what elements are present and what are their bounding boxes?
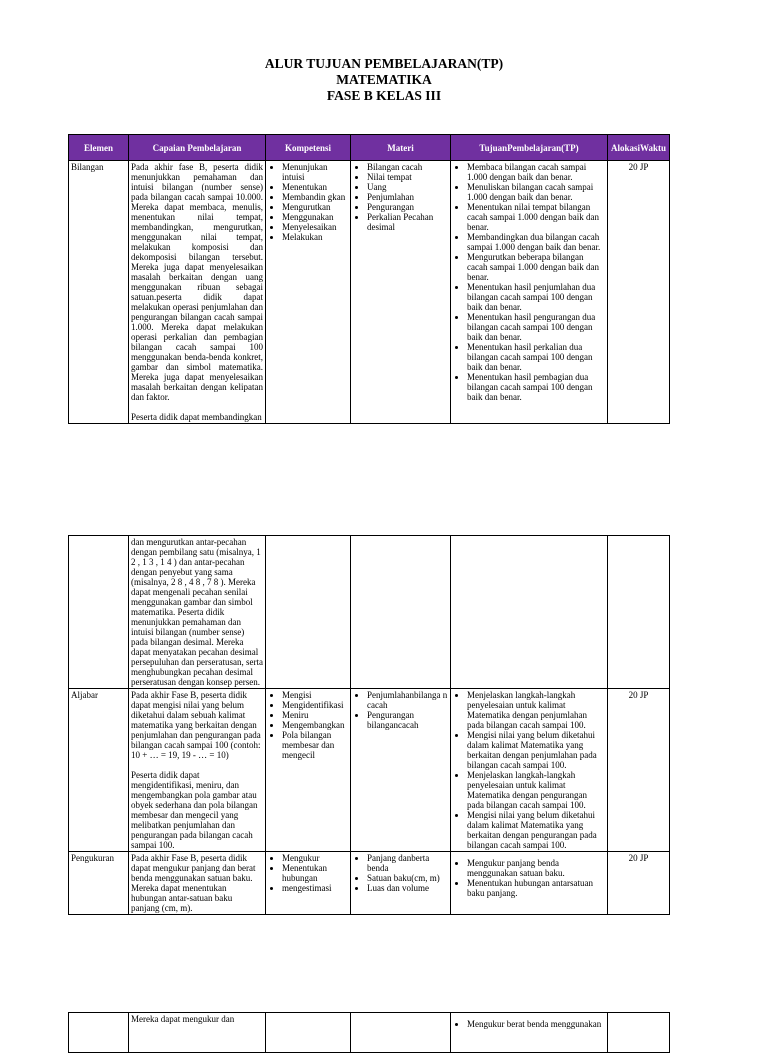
- list-item: • Pengurangan bilangancacah: [367, 710, 448, 730]
- cell-kompetensi: [266, 852, 351, 915]
- table-row-pengukuran-continued: [69, 1013, 670, 1053]
- list-item: • Membandingkan dua bilangan cacah sampai 1.000 dengan baik dan benar.: [467, 232, 605, 252]
- cell-materi: [351, 1013, 451, 1053]
- cell-alokasi: 20 JP: [608, 161, 670, 424]
- list-item: • Mengisi nilai yang belum diketahui dalam kalimat Matematika yang berkaitan dengan penjumlahan pada bilangan cacah sampai 100.: [467, 730, 605, 770]
- cell-materi: [351, 689, 451, 852]
- cell-capaian: Pada akhir Fase B, peserta didik dapat mengukur panjang dan berat benda menggunakan satuan baku. Mereka dapat menentukan hubungan antar-satuan baku panjang (cm, m).: [129, 852, 266, 915]
- list-item: • Penjumlahan: [367, 192, 448, 202]
- cell-kompetensi: [266, 536, 351, 689]
- list-item: • Mengurutkan beberapa bilangan cacah sampai 1.000 dengan baik dan benar.: [467, 252, 605, 282]
- list-item: • Menentukan hasil penjumlahan dua bilangan cacah sampai 100 dengan baik dan benar.: [467, 282, 605, 312]
- capaian-paragraph: Pada akhir fase B, peserta didik menunjukkan pemahaman dan intuisi bilangan (number sense) pada bilangan cacah sampai 10.000. Mereka dapat membaca, menulis, menentukan nilai tempat, membandingkan, mengurutkan, menggunakan nilai tempat, melakukan komposisi dan dekomposisi bilangan tersebut. Mereka juga dapat menyelesaikan masalah berkaitan dengan uang menggunakan ribuan sebagai satuan.peserta didik dapat melakukan operasi penjumlahan dan pengurangan bilangan cacah sampai 1.000. Mereka dapat melakukan operasi perkalian dan pembagian bilangan cacah sampai 100 menggunakan benda-benda konkret, gambar dan simbol matematika. Mereka juga dapat menyelesaikan masalah berkaitan dengan kelipatan dan faktor.: [131, 162, 263, 402]
- col-header-materi: Materi: [351, 135, 451, 161]
- cell-alokasi: [608, 536, 670, 689]
- list-item: • Meniru: [282, 710, 348, 720]
- cell-kompetensi: [266, 1013, 351, 1053]
- list-item: • Menggunakan: [282, 212, 348, 222]
- cell-elemen: Pengukuran: [69, 852, 129, 915]
- list-item: • Mengidentifikasi: [282, 700, 348, 710]
- list-item: • Menentukan hubungan antarsatuan baku panjang.: [467, 878, 605, 898]
- col-header-alokasi: AlokasiWaktu: [608, 135, 670, 161]
- col-header-capaian: Capaian Pembelajaran: [129, 135, 266, 161]
- list-item: • Menentukan hasil pembagian dua bilangan cacah sampai 100 dengan baik dan benar.: [467, 372, 605, 402]
- list-item: • mengestimasi: [282, 883, 348, 893]
- list-item: • Mengisi: [282, 690, 348, 700]
- cell-tp: [451, 161, 608, 424]
- list-item: • Menentukan hasil pengurangan dua bilangan cacah sampai 100 dengan baik dan benar.: [467, 312, 605, 342]
- cell-materi: [351, 161, 451, 424]
- cell-elemen: Bilangan: [69, 161, 129, 424]
- col-header-tp: TujuanPembelajaran(TP): [451, 135, 608, 161]
- capaian-paragraph: Peserta didik dapat mengidentifikasi, meniru, dan mengembangkan pola gambar atau obyek sederhana dan pola bilangan membesar dan mengecil yang melibatkan penjumlahan dan pengurangan pada bilangan cacah sampai 100.: [131, 770, 258, 850]
- cell-materi: [351, 536, 451, 689]
- table-row-aljabar: [69, 689, 670, 852]
- list-item: • Menjelaskan langkah-langkah penyelesaian untuk kalimat Matematika dengan pengurangan pada bilangan cacah sampai 100.: [467, 770, 605, 810]
- list-item: • Mengembangkan: [282, 720, 348, 730]
- cell-materi: [351, 852, 451, 915]
- table-row-bilangan-continued: [69, 536, 670, 689]
- list-item: • Pengurangan: [367, 202, 448, 212]
- tp-table-page-2: [68, 535, 670, 915]
- list-item: • Penjumlahanbilanga n cacah: [367, 690, 448, 710]
- title-line-2: MATEMATIKA: [336, 72, 432, 87]
- cell-tp: [451, 1013, 608, 1053]
- capaian-paragraph: Pada akhir Fase B, peserta didik dapat mengisi nilai yang belum diketahui dalam sebuah kalimat matematika yang berkaitan dengan penjumlahan dan pengurangan pada bilangan cacah sampai 100 (contoh: 10 + … = 19, 19 - … = 10): [131, 690, 261, 760]
- list-item: • Menyelesaikan: [282, 222, 348, 232]
- list-item: • Perkalian Pecahan desimal: [367, 212, 448, 232]
- list-item: • Uang: [367, 182, 448, 192]
- title-line-3: FASE B KELAS III: [326, 88, 442, 103]
- cell-kompetensi: [266, 161, 351, 424]
- list-item: • Mengurutkan: [282, 202, 348, 212]
- list-item: • Menentukan hasil perkalian dua bilangan cacah sampai 100 dengan baik dan benar.: [467, 342, 605, 372]
- list-item: • Mengukur berat benda menggunakan: [467, 1019, 605, 1029]
- table-header-row: [69, 135, 670, 161]
- table-row-pengukuran: [69, 852, 670, 915]
- cell-alokasi: 20 JP: [608, 689, 670, 852]
- list-item: • Mengukur panjang benda menggunakan satuan baku.: [467, 858, 605, 878]
- table-row-bilangan: [69, 161, 670, 424]
- capaian-paragraph: Peserta didik dapat membandingkan: [131, 412, 262, 422]
- list-item: • Nilai tempat: [367, 172, 448, 182]
- list-item: • Menentukan hubungan: [282, 863, 348, 883]
- cell-tp: [451, 536, 608, 689]
- list-item: • Membaca bilangan cacah sampai 1.000 dengan baik dan benar.: [467, 162, 605, 182]
- list-item: • Bilangan cacah: [367, 162, 448, 172]
- col-header-elemen: Elemen: [69, 135, 129, 161]
- cell-elemen: [69, 1013, 129, 1053]
- list-item: • Menuliskan bilangan cacah sampai 1.000 dengan baik dan benar.: [467, 182, 605, 202]
- list-item: • Menjelaskan langkah-langkah penyelesaian untuk kalimat Matematika dengan penjumlahan pada bilangan cacah sampai 100.: [467, 690, 605, 730]
- list-item: • Mengisi nilai yang belum diketahui dalam kalimat Matematika yang berkaitan dengan pengurangan pada bilangan cacah sampai 100.: [467, 810, 605, 850]
- cell-tp: [451, 852, 608, 915]
- cell-capaian: dan mengurutkan antar-pecahan dengan pembilang satu (misalnya, 1 2 , 1 3 , 1 4 ) dan antar-pecahan dengan penyebut yang sama (misalnya, 2 8 , 4 8 , 7 8 ). Mereka dapat mengenali pecahan senilai menggunakan gambar dan simbol matematika. Peserta didik menunjukkan pemahaman dan intuisi bilangan (number sense) pada bilangan desimal. Mereka dapat menyatakan pecahan desimal persepuluhan dan perseratusan, serta menghubungkan pecahan desimal perseratusan dengan konsep persen.: [129, 536, 266, 689]
- list-item: • Menunjukan intuisi: [282, 162, 348, 182]
- list-item: • Satuan baku(cm, m): [367, 873, 448, 883]
- cell-elemen: Aljabar: [69, 689, 129, 852]
- cell-alokasi: [608, 1013, 670, 1053]
- list-item: • Membandin gkan: [282, 192, 348, 202]
- cell-elemen: [69, 536, 129, 689]
- list-item: • Panjang danberta benda: [367, 853, 448, 873]
- tp-table-page-3: [68, 1012, 670, 1053]
- title-line-1: ALUR TUJUAN PEMBELAJARAN(TP): [264, 56, 504, 71]
- document-title: [0, 56, 768, 104]
- list-item: • Menentukan nilai tempat bilangan cacah sampai 1.000 dengan baik dan benar.: [467, 202, 605, 232]
- cell-capaian: Mereka dapat mengukur dan: [129, 1013, 266, 1053]
- list-item: • Pola bilangan membesar dan mengecil: [282, 730, 348, 760]
- cell-capaian: [129, 689, 266, 852]
- cell-capaian: [129, 161, 266, 424]
- cell-alokasi: 20 JP: [608, 852, 670, 915]
- list-item: • Luas dan volume: [367, 883, 448, 893]
- cell-tp: [451, 689, 608, 852]
- list-item: • Melakukan: [282, 232, 348, 242]
- col-header-kompetensi: Kompetensi: [266, 135, 351, 161]
- list-item: • Menentukan: [282, 182, 348, 192]
- list-item: • Mengukur: [282, 853, 348, 863]
- tp-table-page-1: [68, 134, 670, 424]
- cell-kompetensi: [266, 689, 351, 852]
